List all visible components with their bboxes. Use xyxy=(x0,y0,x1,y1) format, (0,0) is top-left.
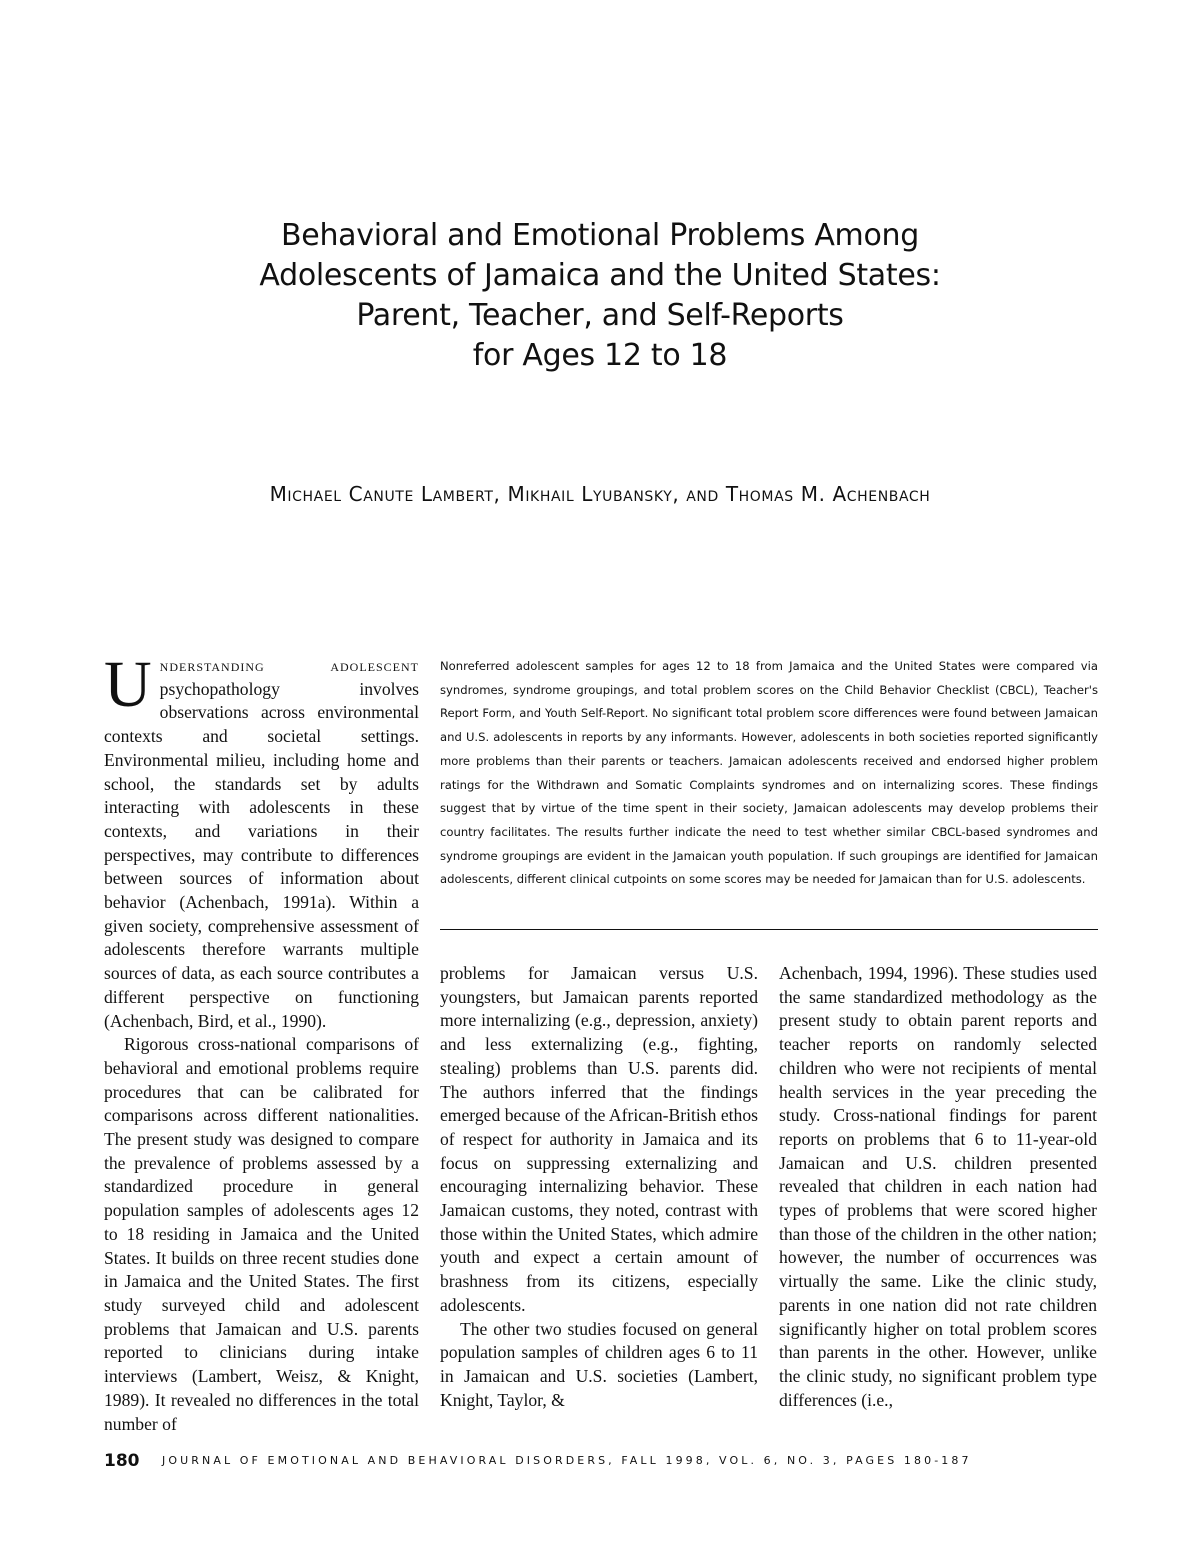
title-line-3: Parent, Teacher, and Self-Reports xyxy=(356,298,844,333)
page-footer xyxy=(104,1451,1104,1475)
body-paragraph: Rigorous cross-national comparisons of behavioral and emotional problems require procedures that can be calibrated for comparisons across different nationalities. The present study was designed to compare the prevalence of problems assessed by a standardized procedure in general population samples of adolescents ages 12 to 18 residing in Jamaica and the United States. It builds on three recent studies done in Jamaica and the United States. The first study surveyed child and adolescent problems that Jamaican and U.S. parents reported to clinicians during intake interviews (Lambert, Weisz, & Knight, 1989). It revealed no differences in the total number of xyxy=(104,1034,419,1434)
title-line-4: for Ages 12 to 18 xyxy=(472,338,728,373)
body-paragraph: Achenbach, 1994, 1996). These studies used the same standardized methodology as the present study to obtain parent reports and teacher reports on randomly selected children who were not recipients of mental health services in the year preceding the study. Cross-national findings for parent reports on problems that 6 to 11-year-old Jamaican and U.S. children presented revealed that children in each nation had types of problems that were scored higher than those of the children in the other nation; however, the number of occurrences was virtually the same. Like the clinic study, parents in one nation did not rate children significantly higher on total problem scores than parents in the other. However, unlike the clinic study, no significant problem type differences (i.e., xyxy=(779,963,1097,1410)
page-number: 180 xyxy=(104,1451,140,1471)
body-column-left xyxy=(104,648,419,1436)
title-line-1: Behavioral and Emotional Problems Among xyxy=(281,218,919,253)
intro-paragraph xyxy=(104,648,419,1033)
body-column-middle xyxy=(440,962,758,1412)
abstract: Nonreferred adolescent samples for ages 12 to 18 from Jamaica and the United States were compared via syndromes, syndrome groupings, and total problem scores on the Child Behavior Checklist (CBCL), Teacher's Report Form, and Youth Self-Report. No significant total problem score differences were found between Jamaican and U.S. adolescents in reports by any informants. However, adolescents in both societies reported significantly more problems than their parents or teachers. Jamaican adolescents received and endorsed higher problem ratings for the Withdrawn and Somatic Complaints syndromes and on internalizing scores. These findings suggest that by virtue of the time spent in their society, Jamaican adolescents may develop problems their country facilitates. The results further indicate the need to test whether similar CBCL-based syndromes and syndrome groupings are evident in the Jamaican youth population. If such groupings are identified for Jamaican adolescents, different clinical cutpoints on some scores may be needed for Jamaican than for U.S. adolescents. xyxy=(440,659,1098,887)
body-column-right xyxy=(779,962,1097,1412)
title-line-2: Adolescents of Jamaica and the United States: xyxy=(259,258,941,293)
author-list: Michael Canute Lambert, Mikhail Lyubansky, and Thomas M. Achenbach xyxy=(269,482,931,506)
running-head: JOURNAL OF EMOTIONAL AND BEHAVIORAL DISORDERS, FALL 1998, VOL. 6, NO. 3, PAGES 180-187 xyxy=(162,1454,972,1467)
lead-in-small-caps: nderstanding adolescent xyxy=(159,655,419,675)
body-paragraph: The other two studies focused on general population samples of children ages 6 to 11 in Jamaican and U.S. societies (Lambert, Knight, Taylor, & xyxy=(440,1318,758,1410)
drop-cap: U xyxy=(104,648,152,721)
abstract-divider xyxy=(440,929,1098,930)
intro-paragraph-text: psychopathology involves observations across environmental contexts and societal settings. Environmental milieu, including home and school, the standards set by adults interacting with adolescents in these contexts, and variations in their perspectives, may contribute to differences between sources of information about behavior (Achenbach, 1991a). Within a given society, comprehensive assessment of adolescents therefore warrants multiple sources of data, as each source contributes a different perspective on functioning (Achenbach, Bird, et al., 1990). xyxy=(104,678,419,1031)
article-title xyxy=(200,216,1000,376)
body-paragraph: problems for Jamaican versus U.S. youngsters, but Jamaican parents reported more internalizing (e.g., depression, anxiety) and less externalizing (e.g., fighting, stealing) problems than U.S. parents did. The authors inferred that the findings emerged because of the African-British ethos of respect for authority in Jamaica and its focus on suppressing externalizing and encouraging internalizing behavior. These Jamaican customs, they noted, contrast with those within the United States, which admire youth and expect a certain amount of brashness from its citizens, especially adolescents. xyxy=(440,963,758,1315)
